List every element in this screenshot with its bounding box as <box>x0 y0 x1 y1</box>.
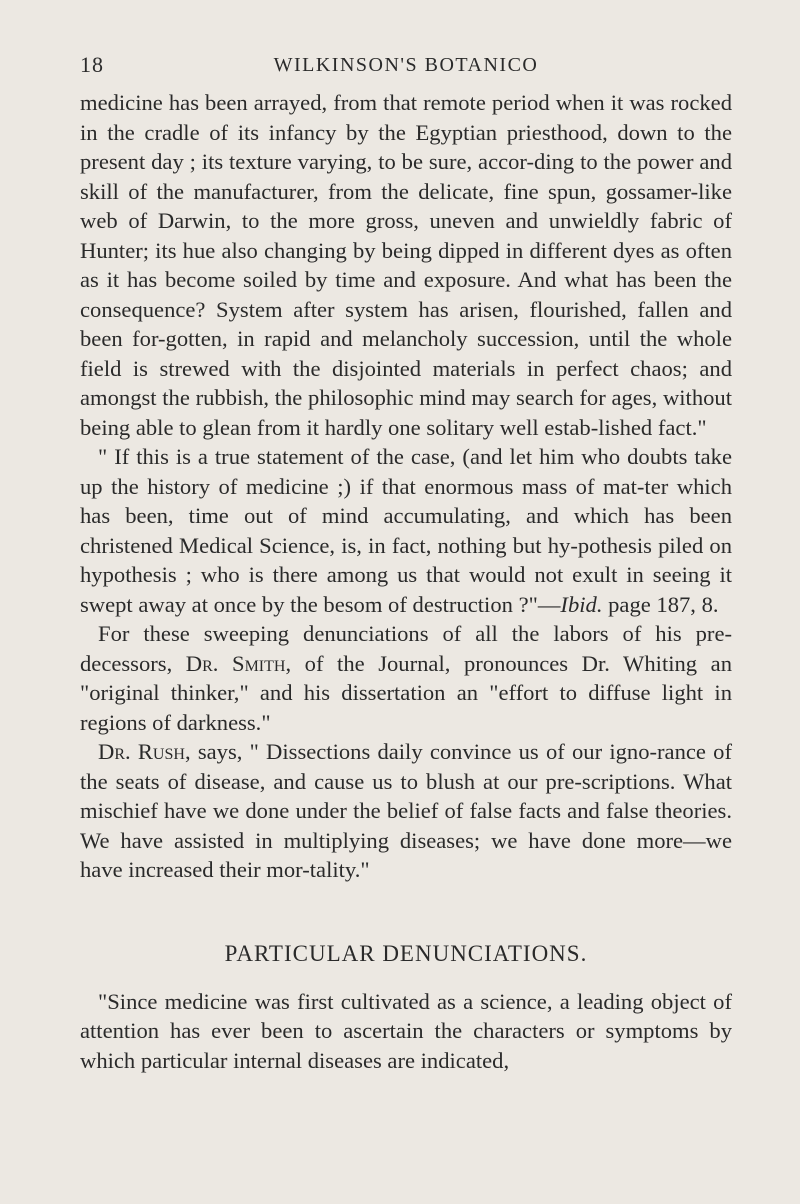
section-paragraph-text: "Since medicine was first cultivated as a science, a leading object of attention has ever been to ascertain the characters or symptoms by which particular internal diseases are indicated, <box>80 988 732 1073</box>
person-name-smith: Dr. Smith, <box>185 650 292 676</box>
citation-ibid: Ibid. <box>560 591 603 617</box>
paragraph-3-text: of the Journal, pronounces Dr. Whiting an "original thinker," and his dissertation an "effort to diffuse light in regions of darkness." <box>80 650 732 735</box>
paragraph-2-text: " If this is a true statement of the case, (and let him who doubts take up the history of medicine ;) if that enormous mass of mat-ter which has been, time out of mind accumulating, and which has been christened Medical Science, is, in fact, nothing but hy-pothesis piled on hypothesis ; who is there among us that would not exult in seeing it swept away at once by the besom of destruction ?"— <box>80 444 732 617</box>
paragraph-4 <box>80 737 732 885</box>
section-heading: PARTICULAR DENUNCIATIONS. <box>224 940 588 966</box>
section-paragraph <box>80 987 732 1076</box>
paragraph-2 <box>80 442 732 619</box>
paragraph-1-text: medicine has been arrayed, from that remote period when it was rocked in the cradle of its infancy by the Egyptian priesthood, down to the present day ; its texture varying, to be sure, accor-ding to the power and skill of the manufacturer, from the delicate, fine spun, gossamer-like web of Darwin, to the more gross, uneven and unwieldly fabric of Hunter; its hue also changing by being dipped in different dyes as often as it has become soiled by time and exposure. And what has been the consequence? System after system has arisen, flourished, fallen and been for-gotten, in rapid and melancholy succession, until the whole field is strewed with the disjointed materials in perfect chaos; and amongst the rubbish, the philosophic mind may search for ages, without being able to glean from it hardly one solitary well estab-lished fact." <box>80 90 732 440</box>
body-text <box>80 88 732 1075</box>
paragraph-1 <box>80 88 732 442</box>
paragraph-3-lead: For these sweeping denunciations of all the labors of his pre-decessors, <box>80 621 732 676</box>
person-name-rush: Dr. Rush, <box>98 739 191 764</box>
running-title: WILKINSON'S BOTANICO <box>273 54 539 76</box>
paragraph-4-text: says, " Dissections daily convince us of our igno-rance of the seats of disease, and cause us to blush at our pre-scriptions. What mischief have we done under the belief of false facts and false theories. We have assisted in multiplying diseases; we have done more—we have increased their mor-tality." <box>80 739 732 882</box>
page-number: 18 <box>80 52 104 77</box>
paragraph-3 <box>80 619 732 737</box>
citation-page: page 187, 8. <box>602 591 719 617</box>
running-head <box>80 52 732 88</box>
